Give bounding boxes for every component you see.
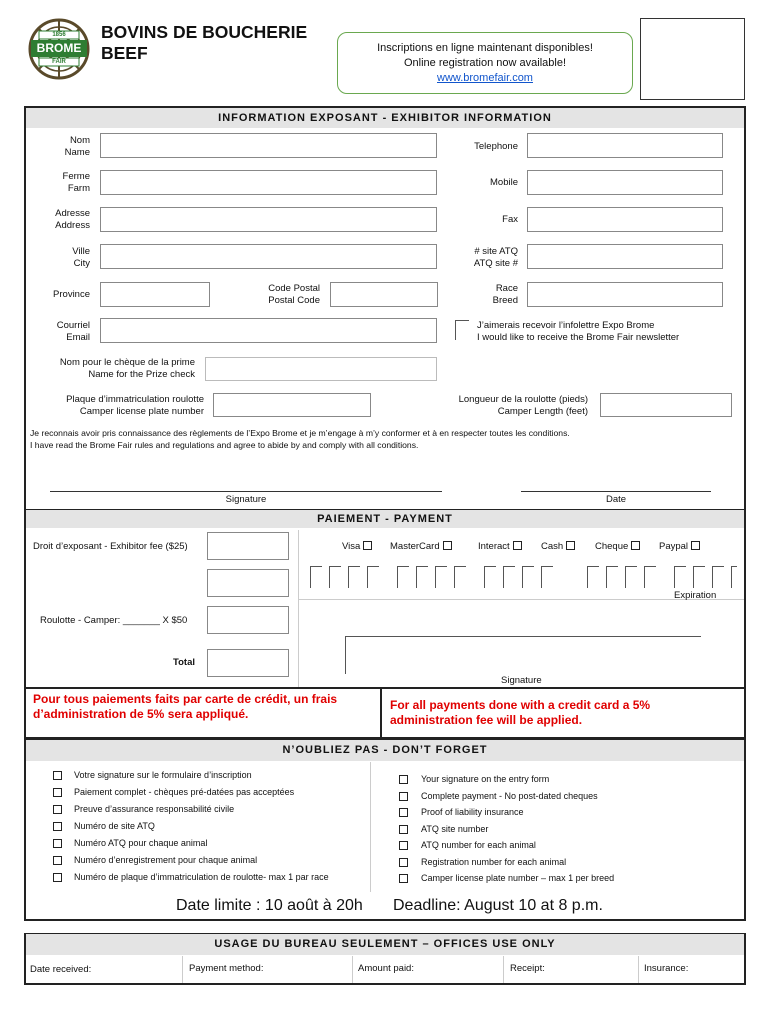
card-number-boxes[interactable] [310,566,740,590]
camper-length-input[interactable] [600,393,732,417]
breed-label: Race Breed [492,283,518,306]
checkbox-icon [399,874,408,883]
camper-fee-label: Roulotte - Camper: _______ X $50 [40,615,188,626]
checklist-item[interactable]: Numéro ATQ pour chaque animal [53,838,373,855]
date-line[interactable] [521,491,711,492]
address-label: Adresse Address [55,208,90,231]
method-paypal[interactable]: Paypal [659,541,700,553]
insurance-label: Insurance: [644,963,689,974]
office-col-divider [352,956,353,983]
checkbox-icon [363,541,372,550]
title-line-1: BOVINS DE BOUCHERIE [101,22,308,42]
newsletter-checkbox[interactable] [455,320,469,340]
breed-input[interactable] [527,282,723,307]
expiration-label: Expiration [674,590,717,601]
telephone-label: Telephone [474,141,518,152]
name-input[interactable] [100,133,437,158]
checkbox-icon [53,873,62,882]
agreement-text: Je reconnais avoir pris connaissance des règlements de l’Expo Brome et je m’engage à m’y conformer et à en respecter toutes les conditions. I have read the Brome Fair rules and regulations and agree to abide by and comply with all conditions. [30,428,570,450]
total-label: Total [173,657,195,668]
office-col-divider [503,956,504,983]
checklist-item[interactable]: Camper license plate number – max 1 per breed [399,873,729,890]
checkbox-icon [443,541,452,550]
checklist-item[interactable]: ATQ site number [399,824,729,841]
postal-code-input[interactable] [330,282,438,307]
camper-length-label: Longueur de la roulotte (pieds) Camper Length (feet) [458,394,588,417]
camper-fee-input[interactable] [207,606,289,634]
receipt-label: Receipt: [510,963,545,974]
credit-fee-en: For all payments done with a credit card a 5% administration fee will be applied. [390,698,651,727]
date-label: Date [605,494,627,505]
brome-fair-logo [26,18,92,80]
fax-input[interactable] [527,207,723,232]
checklist-fr [53,770,373,889]
logo-name: BROME [36,41,82,55]
city-input[interactable] [100,244,437,269]
checkbox-icon [53,822,62,831]
date-received-label: Date received: [30,964,92,975]
checklist-item[interactable]: Numéro d’enregistrement pour chaque animal [53,855,373,872]
checkbox-icon [399,858,408,867]
province-input[interactable] [100,282,210,307]
credit-divider [380,687,382,739]
checklist-item[interactable]: Registration number for each animal [399,857,729,874]
checkbox-icon [53,856,62,865]
checklist-item[interactable]: Proof of liability insurance [399,807,729,824]
payment-signature-line[interactable] [345,636,701,674]
checklist-en [399,774,729,890]
signature-line[interactable] [50,491,442,492]
method-visa[interactable]: Visa [342,541,372,553]
farm-input[interactable] [100,170,437,195]
deadline-fr: Date limite : 10 août à 20h [176,897,363,914]
checklist-item[interactable]: Your signature on the entry form [399,774,729,791]
mobile-input[interactable] [527,170,723,195]
checkbox-icon [566,541,575,550]
photo-box [640,18,745,100]
checklist-item[interactable]: Complete payment - No post-dated cheques [399,791,729,808]
checkbox-icon [513,541,522,550]
farm-label: Ferme Farm [62,171,90,194]
checkbox-icon [399,825,408,834]
exhibitor-fee-label: Droit d’exposant - Exhibitor fee ($25) [33,541,188,552]
notice-en: Online registration now available! [403,57,567,69]
credit-fee-fr: Pour tous paiements faits par carte de crédit, un frais d’administration de 5% sera appliqué. [33,692,338,721]
exhibitor-section-title: INFORMATION EXPOSANT - EXHIBITOR INFORMATION [26,108,744,128]
payment-signature-label: Signature [501,675,542,686]
newsletter-label: J’aimerais recevoir l’infolettre Expo Brome I would like to receive the Brome Fair newsletter [477,320,680,343]
checkbox-icon [53,839,62,848]
address-input[interactable] [100,207,437,232]
logo-fair: FAIR [52,59,66,65]
checkbox-icon [399,808,408,817]
fax-label: Fax [502,214,518,225]
checkbox-icon [631,541,640,550]
notice-link[interactable]: www.bromefair.com [437,72,533,84]
checkbox-icon [691,541,700,550]
checkbox-icon [399,792,408,801]
logo-year: 1856 [52,32,66,38]
payment-section-title: PAIEMENT - PAYMENT [26,510,744,528]
checkbox-icon [399,775,408,784]
mobile-label: Mobile [490,177,518,188]
extra-fee-input[interactable] [207,569,289,597]
checklist-item[interactable]: Preuve d’assurance responsabilité civile [53,804,373,821]
checkbox-icon [399,841,408,850]
checklist-section-title: N’OUBLIEZ PAS - DON’T FORGET [26,740,744,761]
atq-site-label: # site ATQ ATQ site # [473,246,518,269]
telephone-input[interactable] [527,133,723,158]
payment-divider [298,530,299,687]
city-label: Ville City [72,246,90,269]
online-registration-notice [337,32,633,94]
name-label: Nom Name [64,135,90,158]
checkbox-icon [53,788,62,797]
province-label: Province [53,289,90,300]
office-col-divider [638,956,639,983]
amount-paid-label: Amount paid: [358,963,414,974]
checklist-item[interactable]: Numéro de site ATQ [53,821,373,838]
postal-code-label: Code Postal Postal Code [268,283,320,306]
plate-input[interactable] [213,393,371,417]
title-line-2: BEEF [101,43,148,63]
method-interact[interactable]: Interact [478,541,522,553]
form-title [101,22,307,64]
checkbox-icon [53,805,62,814]
checkbox-icon [53,771,62,780]
checklist-item[interactable]: Numéro de plaque d’immatriculation de roulotte- max 1 par race [53,872,373,889]
atq-site-input[interactable] [527,244,723,269]
office-col-divider [182,956,183,983]
office-section-title: USAGE DU BUREAU SEULEMENT – OFFICES USE ONLY [26,934,744,955]
checklist-item[interactable]: ATQ number for each animal [399,840,729,857]
signature-label: Signature [225,494,267,505]
prize-cheque-input[interactable] [205,357,437,381]
total-input[interactable] [207,649,289,677]
exhibitor-fee-input[interactable] [207,532,289,560]
payment-method-label: Payment method: [189,963,264,974]
checklist-item[interactable]: Votre signature sur le formulaire d’inscription [53,770,373,787]
prize-cheque-label: Nom pour le chèque de la prime Name for the Prize check [59,357,195,380]
method-mastercard[interactable]: MasterCard [390,541,452,553]
checklist-item[interactable]: Paiement complet - chèques pré-datées pas acceptées [53,787,373,804]
email-input[interactable] [100,318,437,343]
email-label: Courriel Email [56,320,90,343]
method-cash[interactable]: Cash [541,541,575,553]
plate-label: Plaque d’immatriculation roulotte Camper license plate number [66,394,204,417]
deadline-en: Deadline: August 10 at 8 p.m. [393,897,603,914]
method-cheque[interactable]: Cheque [595,541,640,553]
notice-fr: Inscriptions en ligne maintenant disponibles! [377,42,593,54]
